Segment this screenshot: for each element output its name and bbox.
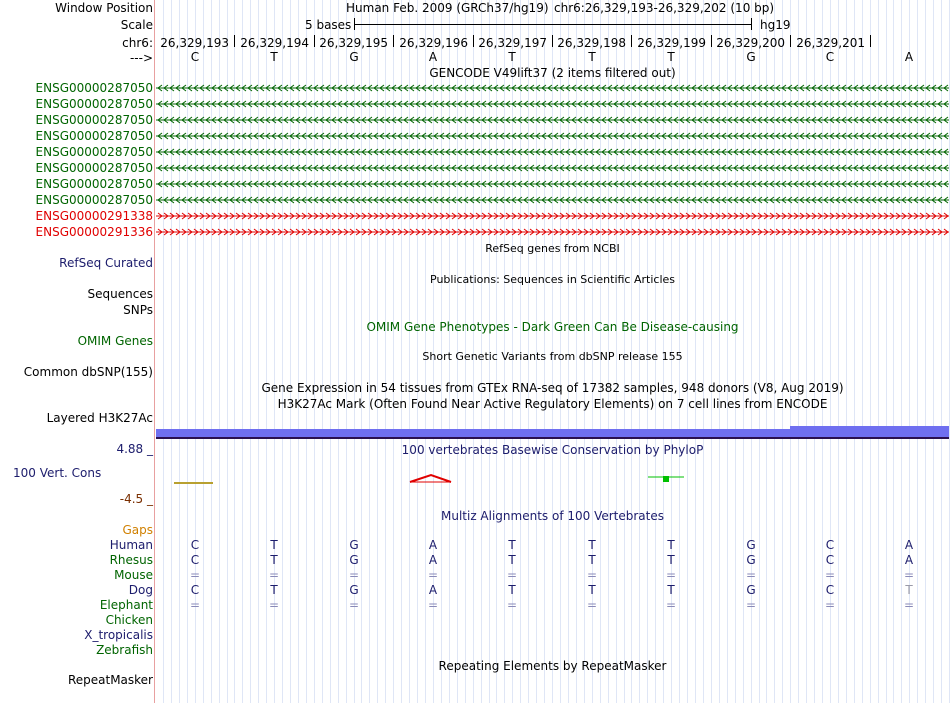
aligned-base: G [746, 583, 756, 597]
gene-label[interactable]: ENSG00000291338 [35, 209, 153, 223]
scale-text: 5 bases [305, 18, 352, 32]
coordinate-tick [314, 35, 315, 47]
species-label[interactable]: X_tropicalis [84, 628, 153, 642]
gene-label[interactable]: ENSG00000287050 [35, 177, 153, 191]
gaps-label[interactable]: Gaps [122, 523, 153, 537]
aligned-base: T [270, 583, 278, 597]
gene-feature[interactable] [156, 147, 949, 157]
aligned-base: = [427, 568, 439, 582]
aligned-base: = [745, 568, 757, 582]
aligned-base: = [824, 568, 836, 582]
aligned-base: = [268, 598, 280, 612]
strand-label: ---> [129, 51, 153, 65]
gene-label[interactable]: ENSG00000287050 [35, 193, 153, 207]
aligned-base: C [190, 583, 200, 597]
gtex-track-title[interactable]: Gene Expression in 54 tissues from GTEx RNA-seq of 17382 samples, 948 donors (V8, Aug 2019) [261, 381, 844, 395]
coordinate-tick [790, 35, 791, 47]
aligned-base: = [348, 568, 360, 582]
gene-feature[interactable] [156, 195, 949, 205]
h3k27ac-track-title[interactable]: H3K27Ac Mark (Often Found Near Active Regulatory Elements) on 7 cell lines from ENCODE [277, 397, 828, 411]
aligned-base: = [506, 598, 518, 612]
coordinate-tick [234, 35, 235, 47]
publications-track-title[interactable]: Publications: Sequences in Scientific Articles [430, 273, 675, 286]
aligned-base: T [905, 583, 913, 597]
aligned-base: T [667, 538, 675, 552]
phylop-min-value: -4.5 _ [119, 492, 153, 506]
reference-base: T [508, 50, 516, 64]
aligned-base: = [903, 568, 915, 582]
gene-label[interactable]: ENSG00000287050 [35, 161, 153, 175]
gene-feature[interactable] [156, 99, 949, 109]
omim-track-title[interactable]: OMIM Gene Phenotypes - Dark Green Can Be Disease-causing [366, 320, 739, 334]
aligned-base: = [665, 598, 677, 612]
aligned-base: = [824, 598, 836, 612]
gene-feature[interactable] [156, 131, 949, 141]
aligned-base: T [588, 583, 596, 597]
h3k27ac-signal-bar [156, 429, 790, 437]
coordinate-tick [870, 35, 871, 47]
window-position-label: Window Position [55, 1, 153, 15]
aligned-base: = [665, 568, 677, 582]
reference-base: T [588, 50, 596, 64]
aligned-base: T [588, 538, 596, 552]
reference-base: C [190, 50, 200, 64]
multiz-track-title[interactable]: Multiz Alignments of 100 Vertebrates [440, 509, 665, 523]
coordinate-label: 26,329,197 [478, 36, 547, 50]
coordinate-tick [631, 35, 632, 47]
aligned-base: T [508, 553, 516, 567]
phylop-mark-2 [410, 475, 451, 482]
h3k27ac-signal[interactable] [156, 424, 949, 440]
aligned-base: G [349, 538, 359, 552]
coordinate-label: 26,329,199 [637, 36, 706, 50]
gene-label[interactable]: ENSG00000287050 [35, 113, 153, 127]
aligned-base: A [428, 553, 438, 567]
gene-feature[interactable] [156, 115, 949, 125]
aligned-base: A [904, 553, 914, 567]
phylop-label[interactable]: 100 Vert. Cons [13, 466, 102, 480]
reference-base: T [667, 50, 675, 64]
coordinate-tick [711, 35, 712, 47]
phylop-track-title[interactable]: 100 vertebrates Basewise Conservation by PhyloP [401, 443, 704, 457]
refseq-curated-label[interactable]: RefSeq Curated [59, 256, 153, 270]
aligned-base: = [745, 598, 757, 612]
coordinate-tick [473, 35, 474, 47]
reference-base: A [428, 50, 438, 64]
species-label[interactable]: Elephant [99, 598, 153, 612]
species-label[interactable]: Rhesus [109, 553, 153, 567]
aligned-base: = [427, 598, 439, 612]
coordinate-tick [393, 35, 394, 47]
aligned-base: A [904, 538, 914, 552]
aligned-base: T [270, 553, 278, 567]
species-label[interactable]: Mouse [114, 568, 153, 582]
gene-label[interactable]: ENSG00000287050 [35, 81, 153, 95]
refseq-track-title[interactable]: RefSeq genes from NCBI [485, 242, 620, 255]
gene-label[interactable]: ENSG00000287050 [35, 97, 153, 111]
position-readout: chr6:26,329,193-26,329,202 (10 bp) [554, 1, 775, 15]
gene-feature[interactable] [156, 227, 949, 237]
common-dbsnp-label[interactable]: Common dbSNP(155) [23, 365, 153, 379]
phylop-signal[interactable] [156, 468, 949, 498]
aligned-base: T [270, 538, 278, 552]
scale-label: Scale [120, 18, 153, 32]
aligned-base: C [190, 553, 200, 567]
aligned-base: G [349, 583, 359, 597]
aligned-base: C [825, 583, 835, 597]
gene-label[interactable]: ENSG00000291336 [35, 225, 153, 239]
aligned-base: G [746, 553, 756, 567]
chrom-label: chr6: [122, 36, 153, 50]
aligned-base: G [349, 553, 359, 567]
gene-label[interactable]: ENSG00000287050 [35, 129, 153, 143]
gene-feature[interactable] [156, 83, 949, 93]
aligned-base: T [667, 553, 675, 567]
coordinate-label: 26,329,198 [557, 36, 626, 50]
aligned-base: T [667, 583, 675, 597]
gene-feature[interactable] [156, 211, 949, 221]
aligned-base: = [189, 598, 201, 612]
repeatmasker-label[interactable]: RepeatMasker [67, 673, 153, 687]
phylop-max-value: 4.88 _ [116, 442, 153, 456]
reference-base: A [904, 50, 914, 64]
aligned-base: = [903, 598, 915, 612]
aligned-base: = [189, 568, 201, 582]
omim-genes-label[interactable]: OMIM Genes [77, 334, 153, 348]
sequences-label[interactable]: Sequences [87, 287, 153, 301]
aligned-base: = [268, 568, 280, 582]
gene-feature[interactable] [156, 163, 949, 173]
h3k27ac-baseline [156, 437, 949, 439]
aligned-base: T [508, 538, 516, 552]
species-label[interactable]: Human [109, 538, 153, 552]
aligned-base: = [348, 598, 360, 612]
aligned-base: A [428, 538, 438, 552]
gencode-track-title[interactable]: GENCODE V49lift37 (2 items filtered out) [429, 66, 676, 80]
snps-label[interactable]: SNPs [123, 303, 153, 317]
reference-base: C [825, 50, 835, 64]
coordinate-label: 26,329,196 [399, 36, 468, 50]
aligned-base: C [825, 553, 835, 567]
aligned-base: G [746, 538, 756, 552]
h3k27ac-signal-bar-high [790, 426, 949, 437]
dbsnp-track-title[interactable]: Short Genetic Variants from dbSNP release 155 [422, 350, 683, 363]
gene-label[interactable]: ENSG00000287050 [35, 145, 153, 159]
aligned-base: C [825, 538, 835, 552]
species-label[interactable]: Dog [128, 583, 153, 597]
gene-feature[interactable] [156, 179, 949, 189]
coordinate-label: 26,329,201 [796, 36, 865, 50]
coordinate-label: 26,329,200 [716, 36, 785, 50]
species-label[interactable]: Chicken [105, 613, 153, 627]
aligned-base: T [588, 553, 596, 567]
reference-base: T [270, 50, 278, 64]
aligned-base: C [190, 538, 200, 552]
repeatmasker-track-title[interactable]: Repeating Elements by RepeatMasker [438, 659, 667, 673]
scale-db: hg19 [760, 18, 791, 32]
species-label[interactable]: Zebrafish [96, 643, 153, 657]
coordinate-label: 26,329,194 [240, 36, 309, 50]
aligned-base: = [506, 568, 518, 582]
aligned-base: = [586, 568, 598, 582]
aligned-base: T [508, 583, 516, 597]
aligned-base: A [428, 583, 438, 597]
aligned-base: = [586, 598, 598, 612]
layered-h3k27ac-label[interactable]: Layered H3K27Ac [46, 411, 153, 425]
assembly-title: Human Feb. 2009 (GRCh37/hg19) [346, 1, 549, 15]
coordinate-label: 26,329,195 [319, 36, 388, 50]
phylop-mark-3-peak [663, 476, 669, 482]
reference-base: G [349, 50, 359, 64]
coordinate-label: 26,329,193 [160, 36, 229, 50]
scale-bar [354, 18, 752, 30]
reference-base: G [746, 50, 756, 64]
coordinate-tick [552, 35, 553, 47]
